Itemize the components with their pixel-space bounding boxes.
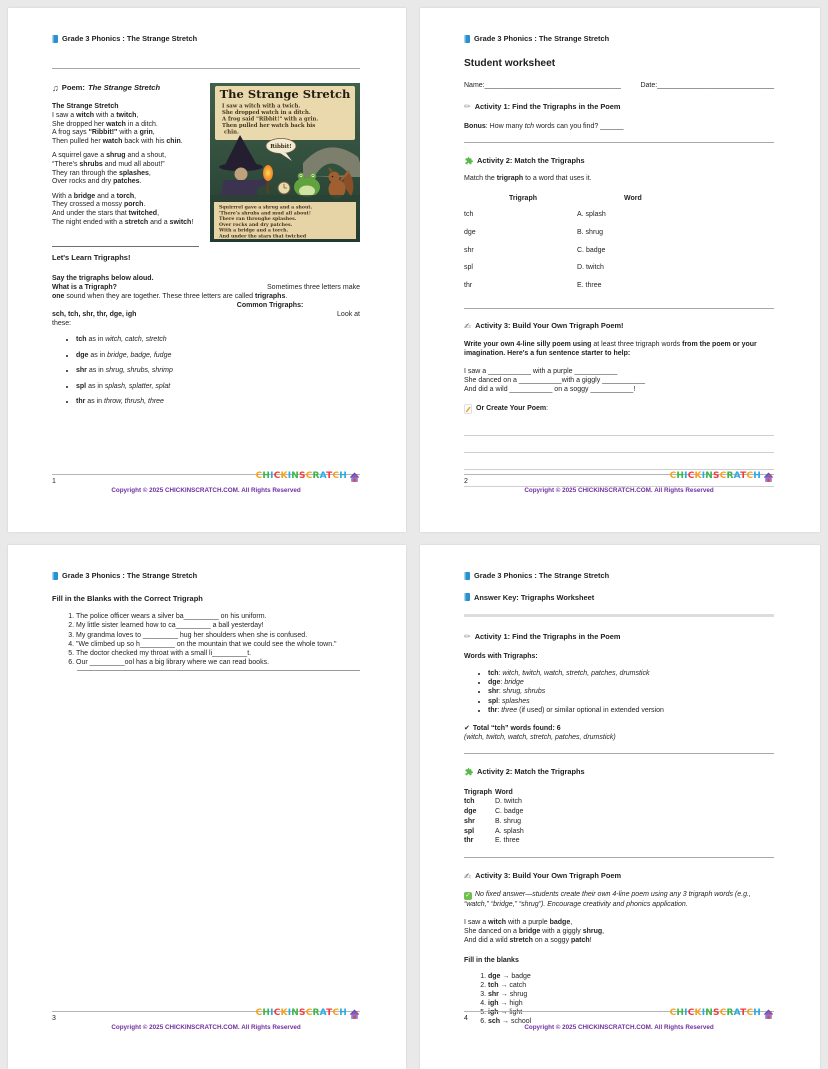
logo-letter: C — [719, 1008, 727, 1019]
page-number: 1 — [52, 478, 56, 485]
puzzle-icon — [464, 767, 473, 776]
answer-key-title: Answer Key: Trigraphs Worksheet — [474, 592, 595, 602]
match-trigraph: shr — [464, 246, 474, 254]
art-title: The Strange Stretch — [219, 86, 351, 101]
list-item: 2. tch → catch — [488, 981, 774, 990]
logo-letter: S — [713, 1008, 720, 1019]
writing-hand-icon: ✍ — [464, 321, 472, 332]
art-line: A frog said "Ribbit!" with a grin. — [222, 116, 319, 123]
match-row — [464, 807, 774, 817]
list-item: 2. My little sister learned how to ca_________ a ball yesterday! — [76, 621, 360, 630]
logo-letter: N — [291, 471, 299, 482]
list-item: 5. The doctor checked my throat with a small li_________t. — [76, 649, 360, 658]
logo-letter: S — [299, 471, 306, 482]
frog-pupil — [312, 175, 313, 176]
logo-letter: T — [326, 1008, 333, 1019]
list-item: • shr: shrug, shrubs — [488, 687, 774, 696]
art-line: 'There's shrubs and mud all about! — [219, 210, 311, 216]
logo-letter: C — [255, 471, 263, 482]
puzzle-icon — [464, 156, 473, 165]
name-field: Name:___________________________________ — [464, 81, 621, 89]
logo-letter: C — [305, 471, 313, 482]
sch-left: sch, tch, shr, thr, dge, igh — [52, 311, 137, 319]
student-worksheet-heading: Student worksheet — [464, 57, 556, 69]
match-word: E. three — [577, 281, 602, 289]
list-item: 6. Our _________ool has a big library where we can read books. — [76, 658, 360, 667]
page-header-title: Grade 3 Phonics : The Strange Stretch — [474, 571, 610, 580]
list-item: 6. sch → school — [488, 1017, 774, 1026]
copyright: Copyright © 2025 CHICKINSCRATCH.COM. All Rights Reserved — [524, 1024, 714, 1032]
match-word: A. splash — [577, 211, 606, 219]
page-number: 2 — [464, 478, 468, 485]
these-line: these: — [52, 320, 72, 328]
logo-letter: I — [684, 471, 688, 482]
page-header-title: Grade 3 Phonics : The Strange Stretch — [474, 34, 610, 43]
logo — [670, 1005, 774, 1023]
match-trigraph: shr — [464, 817, 475, 825]
logo-letter: I — [270, 1008, 274, 1019]
logo-letter: C — [746, 471, 754, 482]
text-line: She danced on a ___________with a giggly ___________ — [464, 376, 645, 384]
text-line: I saw a ___________ with a purple ___________ — [464, 367, 618, 375]
poem-text — [52, 102, 208, 226]
list-item: • dge as in bridge, badge, fudge — [76, 352, 360, 361]
logo-letter: I — [287, 471, 292, 482]
learn-trigraphs-heading: Let's Learn Trigraphs! — [52, 252, 131, 262]
logo-letter: R — [726, 1008, 734, 1019]
list-item: • tch: witch, twitch, watch, stretch, patches, drumstick — [488, 669, 774, 678]
logo-letter: S — [299, 1008, 306, 1019]
name-date-row — [464, 81, 774, 90]
house-icon — [349, 472, 360, 483]
house-icon — [763, 472, 774, 483]
match-trigraph: dge — [464, 808, 477, 816]
torch-flame — [263, 165, 273, 181]
note-text: No fixed answer—students create their own 4-line poem using any 3 trigraph words (e.g., “watch,” “bridge,” “shrug”). Encourage creativity and phonics application. — [464, 890, 751, 908]
write-instructions: Write your own 4-line silly poem using at least three trigraph words from the poem or your imagination. Here's a fun sentence starter to help: — [464, 341, 757, 358]
page-footer — [52, 1008, 360, 1032]
logo-letter: N — [705, 1008, 713, 1019]
match-word: B. shrug — [495, 817, 522, 825]
house-icon — [349, 1009, 360, 1020]
art-line: She dropped watch in a ditch. — [222, 109, 311, 116]
match-trigraph: thr — [464, 837, 474, 845]
page-number: 4 — [464, 1015, 468, 1022]
logo-letter: N — [705, 471, 713, 482]
logo-letter: T — [740, 1008, 747, 1019]
logo-letter: C — [746, 1008, 754, 1019]
separator — [77, 670, 360, 671]
page-2 — [420, 8, 820, 532]
logo-letter: C — [273, 471, 281, 482]
list-item: • spl: splashes — [488, 697, 774, 706]
art-line: Over rocks and dry patches. — [219, 222, 293, 228]
separator — [464, 614, 774, 617]
match-word: D. twitch — [577, 264, 604, 272]
list-item: 4. "We climbed up so h_________ on the mountain that we could see the whole town." — [76, 640, 360, 649]
text-line: I saw a witch with a purple badge, — [464, 918, 573, 926]
logo-letter: H — [676, 1008, 685, 1019]
poem-label: Poem: — [61, 82, 85, 92]
book-icon — [52, 35, 58, 43]
writing-line — [464, 436, 774, 453]
match-word: B. shrug — [577, 229, 604, 236]
logo-letter: K — [694, 471, 702, 482]
page-header-title: Grade 3 Phonics : The Strange Stretch — [62, 571, 198, 580]
writing-line — [464, 419, 774, 436]
activity-2-heading — [464, 767, 774, 777]
match-row — [464, 827, 774, 837]
logo-wordmark — [670, 1008, 761, 1020]
fill-blanks-heading: Fill in the Blanks with the Correct Trigraph — [52, 593, 203, 603]
logo-letter: R — [312, 471, 320, 482]
logo-letter: A — [733, 1008, 741, 1019]
logo-letter: H — [753, 1008, 761, 1019]
logo-letter: N — [291, 1008, 299, 1019]
art-line: Squirrrel gave a shrug and a shout. — [219, 205, 313, 211]
art-line: There ran throughe splashes. — [219, 216, 297, 222]
speech-bubble-text: Ribbit! — [270, 143, 292, 150]
book-icon — [464, 593, 470, 601]
logo-letter: T — [740, 471, 747, 482]
text-line: They ran through the splashes, — [52, 169, 151, 177]
logo-letter: H — [262, 471, 271, 482]
answer-match-table — [464, 797, 774, 845]
column-header-trigraph: Trigraph — [509, 195, 538, 203]
text-line: Over rocks and dry patches. — [52, 178, 142, 186]
activity-3-title: Activity 3: Build Your Own Trigraph Poem! — [475, 321, 624, 331]
logo-letter: C — [719, 471, 727, 482]
logo-letter: C — [669, 1008, 677, 1019]
match-table-header — [464, 194, 774, 204]
poem-title: The Strange Stretch — [87, 82, 161, 92]
match-trigraph: thr — [464, 281, 473, 289]
logo-letter: A — [733, 471, 741, 482]
activity-2-heading — [464, 156, 774, 166]
text-line: She dropped her watch in a ditch. — [52, 120, 158, 128]
list-item: 4. igh → high — [488, 999, 774, 1008]
copyright: Copyright © 2025 CHICKINSCRATCH.COM. All Rights Reserved — [111, 1024, 301, 1032]
logo-letter: K — [280, 1008, 288, 1019]
logo-letter: I — [287, 1008, 292, 1019]
logo-letter: A — [319, 471, 327, 482]
logo-wordmark — [256, 471, 347, 483]
common-trigraphs-line: Common Trigraphs: — [236, 302, 304, 310]
pencil-icon: ✏ — [464, 101, 471, 111]
text-line: Then pulled her watch back with his chin. — [52, 137, 183, 145]
text-line: I saw a witch with a twitch, — [52, 112, 139, 120]
match-trigraph: spl — [464, 264, 473, 272]
page-3 — [8, 545, 406, 1069]
logo-letter: C — [332, 471, 340, 482]
trigraph-examples-list — [52, 336, 360, 407]
activity-3-heading — [464, 321, 774, 331]
create-your-poem-row — [464, 404, 774, 414]
poem-section — [52, 83, 360, 242]
create-your-poem-label: Or Create Your Poem: — [476, 405, 549, 413]
separator — [464, 753, 774, 754]
total-line — [464, 724, 774, 733]
match-row — [464, 281, 774, 299]
match-row — [464, 263, 774, 281]
logo-letter: I — [701, 471, 706, 482]
logo-letter: C — [332, 1008, 340, 1019]
art-line: I saw a witch with a twich. — [222, 103, 301, 110]
activity-3-note — [464, 890, 774, 909]
column-header-word: Word — [495, 788, 513, 796]
pencil-icon: ✏ — [464, 632, 471, 642]
green-checkbox-icon: ✓ — [465, 891, 471, 899]
logo-letter: H — [262, 1008, 271, 1019]
match-row — [464, 228, 774, 246]
list-item: 1. The police officer wears a silver ba_________ on his uniform. — [76, 612, 360, 621]
list-item: • tch as in witch, catch, stretch — [76, 336, 360, 345]
date-field: Date:______________________________ — [640, 81, 774, 89]
text-line: With a bridge and a torch, — [52, 192, 137, 200]
list-item: 5. igh → light — [488, 1008, 774, 1017]
what-left: What is a Trigraph? — [52, 284, 117, 292]
text-line: And did a wild stretch on a soggy patch! — [464, 936, 592, 944]
poem-illustration — [210, 83, 360, 242]
list-item: • thr: three (if used) or similar optional in extended version — [488, 706, 774, 715]
page-footer — [464, 1008, 774, 1032]
logo-letter: K — [694, 1008, 702, 1019]
copyright: Copyright © 2025 CHICKINSCRATCH.COM. All Rights Reserved — [524, 487, 714, 495]
text-line: The Strange Stretch — [52, 103, 119, 111]
logo-letter: I — [270, 471, 274, 482]
separator — [464, 142, 774, 143]
activity-3-title: Activity 3: Build Your Own Trigraph Poem — [475, 870, 622, 880]
words-with-trigraphs-heading: Words with Trigraphs: — [464, 652, 538, 660]
match-row — [464, 797, 774, 807]
separator — [464, 857, 774, 858]
logo-letter: C — [255, 1008, 263, 1019]
activity-1-heading — [464, 102, 774, 112]
ground — [210, 195, 360, 203]
logo-letter: C — [687, 1008, 695, 1019]
poem-column — [52, 83, 208, 242]
logo — [256, 468, 360, 486]
list-item: • spl as in splash, splatter, splat — [76, 383, 360, 392]
column-header-trigraph: Trigraph — [464, 788, 493, 796]
total-detail: (witch, twitch, watch, stretch, patches, drumstick) — [464, 734, 616, 742]
logo-letter: H — [676, 471, 685, 482]
what-right: Sometimes three letters make — [267, 284, 360, 292]
match-row — [464, 210, 774, 228]
match-word: A. splash — [495, 827, 524, 835]
what-is-trigraph-line — [52, 283, 360, 292]
match-row — [464, 836, 774, 846]
text-line: The night ended with a stretch and a switch! — [52, 218, 194, 226]
sentence-starters — [464, 367, 774, 394]
say-line: Say the trigraphs below aloud. — [52, 275, 154, 283]
witch-face — [235, 167, 248, 180]
copyright: Copyright © 2025 CHICKINSCRATCH.COM. All Rights Reserved — [111, 487, 301, 495]
separator — [464, 308, 774, 309]
match-word: E. three — [495, 837, 520, 845]
fill-blanks-list — [52, 612, 360, 667]
art-line: chin. — [224, 129, 239, 136]
logo-letter: C — [305, 1008, 313, 1019]
art-line: And under the stars that twtched — [219, 234, 307, 240]
logo-letter: R — [726, 471, 734, 482]
logo-letter: I — [684, 1008, 688, 1019]
sample-poem — [464, 918, 774, 945]
column-header-word: Word — [624, 195, 642, 203]
page-1 — [8, 8, 406, 532]
match-word: C. badge — [577, 246, 606, 254]
logo-letter: A — [319, 1008, 327, 1019]
book-icon — [464, 572, 470, 580]
fill-blanks-answers-heading: Fill in the blanks — [464, 956, 519, 964]
art-line: Then pulled her watch back his — [222, 122, 316, 129]
poem-heading — [52, 83, 208, 93]
frog-pupil — [300, 175, 301, 176]
activity-2-title: Activity 2: Match the Trigraphs — [477, 767, 585, 777]
separator — [52, 68, 360, 69]
match-trigraph: tch — [464, 798, 475, 806]
music-notes-icon: ♫ — [52, 82, 59, 93]
frog-belly — [299, 185, 315, 196]
sch-right: Look at — [337, 311, 360, 319]
page-header — [52, 571, 360, 581]
page-4 — [420, 545, 820, 1069]
art-line: With a bridge and a torch. — [219, 228, 289, 234]
page-footer — [464, 471, 774, 495]
book-icon — [464, 35, 470, 43]
logo-letter: I — [701, 1008, 706, 1019]
logo-letter: R — [312, 1008, 320, 1019]
match-row — [464, 246, 774, 264]
list-item: 3. shr → shrug — [488, 990, 774, 999]
answer-key-heading — [464, 593, 774, 603]
match-intro: Match the trigraph to a word that uses it. — [464, 175, 592, 183]
trigraph-answers-list — [464, 669, 774, 715]
logo-letter: C — [687, 471, 695, 482]
logo-wordmark — [670, 471, 761, 483]
squirrel-head — [329, 171, 340, 182]
match-trigraph: tch — [464, 211, 474, 219]
logo-wordmark — [256, 1008, 347, 1020]
page-header — [52, 34, 360, 44]
writing-hand-icon: ✍ — [464, 870, 472, 881]
activity-1-title: Activity 1: Find the Trigraphs in the Poem — [474, 632, 621, 642]
logo-letter: H — [339, 1008, 347, 1019]
text-line: She danced on a bridge with a giggly shrug, — [464, 927, 605, 935]
squirrel-eye — [332, 175, 334, 177]
activity-3-heading — [464, 871, 774, 881]
list-item: • dge: bridge — [488, 678, 774, 687]
activity-2-title: Activity 2: Match the Trigraphs — [477, 155, 585, 165]
total-text: Total “tch” words found: 6 — [472, 724, 561, 732]
text-line: And did a wild ___________ on a soggy ___________! — [464, 385, 636, 393]
torch-stick — [267, 179, 270, 193]
page-header — [464, 34, 774, 44]
list-item: • shr as in shrug, shrubs, shrimp — [76, 367, 360, 376]
book-icon — [52, 572, 58, 580]
text-line: They crossed a mossy porch. — [52, 201, 146, 209]
logo — [256, 1005, 360, 1023]
logo-letter: K — [280, 471, 288, 482]
page-footer — [52, 471, 360, 495]
text-line: And under the stars that twitched, — [52, 210, 160, 218]
activity-1-heading — [464, 632, 774, 642]
match-row — [464, 817, 774, 827]
logo — [670, 468, 774, 486]
page-number: 3 — [52, 1015, 56, 1022]
one-sound-line: one sound when they are together. These three letters are called trigraphs. — [52, 293, 288, 301]
match-trigraph: dge — [464, 229, 476, 236]
match-word: C. badge — [495, 808, 524, 816]
logo-letter: H — [339, 471, 347, 482]
page-header-title: Grade 3 Phonics : The Strange Stretch — [62, 34, 198, 43]
logo-letter: T — [326, 471, 333, 482]
logo-letter: S — [713, 471, 720, 482]
match-table — [464, 210, 774, 298]
match-word: D. twitch — [495, 798, 522, 806]
house-icon — [763, 1009, 774, 1020]
list-item: 1. dge → badge — [488, 972, 774, 981]
activity-1-title: Activity 1: Find the Trigraphs in the Poem — [474, 101, 621, 111]
answer-table-header — [464, 788, 774, 798]
bonus-line: Bonus: How many tch words can you find? ______ — [464, 122, 624, 130]
trigraph-list-line — [52, 310, 360, 319]
logo-letter: H — [753, 471, 761, 482]
page-header — [464, 571, 774, 581]
text-line: A squirrel gave a shrug and a shout, — [52, 152, 167, 160]
list-item: 3. My grandma loves to _________ hug her shoulders when she is confused. — [76, 631, 360, 640]
list-item: • thr as in throw, thrush, three — [76, 398, 360, 407]
logo-letter: C — [273, 1008, 281, 1019]
text-line: A frog says "Ribbit!" with a grin, — [52, 129, 155, 137]
logo-letter: C — [669, 471, 677, 482]
text-line: “There's shrubs and mud all about!” — [52, 161, 165, 169]
separator — [52, 246, 199, 247]
checkmark-icon: ✔ — [464, 724, 470, 732]
memo-icon — [464, 404, 472, 414]
trigraph-explainer — [52, 274, 360, 328]
match-trigraph: spl — [464, 827, 475, 835]
